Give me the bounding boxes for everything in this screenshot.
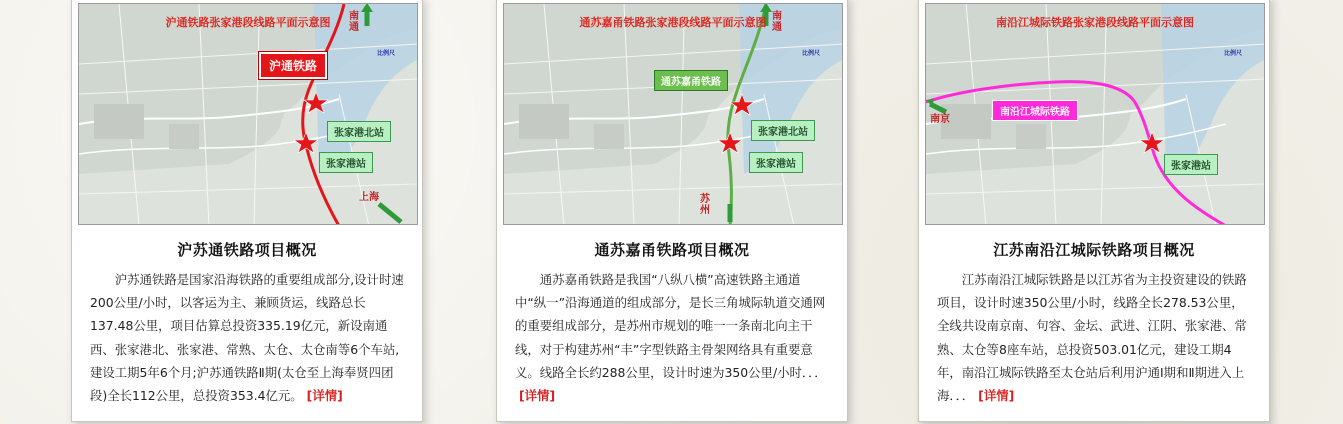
project-card-nanyanjiang (918, 0, 1270, 422)
station-label-zhangjiagang: 张家港站 (319, 152, 373, 173)
place-label-nanjing: 南京 (930, 114, 950, 125)
route-map[interactable] (925, 3, 1265, 225)
project-title: 沪苏通铁路项目概况 (177, 241, 317, 259)
place-label-suzhou: 苏州 (700, 194, 710, 216)
place-label-nantong: 南通 (772, 11, 782, 33)
description-text: 通苏嘉甬铁路是我国“八纵八横”高速铁路主通道中“纵一”沿海通道的组成部分，是长三角城际轨道交通网的重要组成部分，是苏州市规划的唯一一条南北向主干线，对于构建苏州“丰”字型铁路主骨架网络具有重要意义。线路全长约288公里，设计时速为350公里/小时．．． (515, 272, 827, 380)
description-text: 沪苏通铁路是国家沿海铁路的重要组成部分,设计时速200公里/小时，以客运为主、兼顾货运，线路总长137.48公里，项目估算总投资335.19亿元，新设南通西、张家港北、张家港、常熟、太仓、太仓南等6个车站,建设工期5年6个月;沪苏通铁路Ⅱ期(太仓至上海奉贤四团段)全长112公里，总投资353.4亿元。 (90, 272, 404, 404)
scale-label: 比例尺 (377, 50, 396, 57)
route-map[interactable] (78, 3, 418, 225)
route-map[interactable] (503, 3, 843, 225)
railway-line-label: 沪通铁路 (259, 52, 327, 79)
project-card-hutong (71, 0, 423, 422)
project-title: 江苏南沿江城际铁路项目概况 (993, 241, 1195, 259)
station-label-zhangjiagang: 张家港站 (1164, 154, 1218, 175)
place-label-shanghai: 上海 (359, 192, 379, 203)
project-description (90, 268, 404, 407)
description-text: 江苏南沿江城际铁路是以江苏省为主投资建设的铁路项目，设计时速350公里/小时，线路全长278.53公里，全线共设南京南、句容、金坛、武进、江阴、张家港、常熟、太仓等8座车站，总投资503.01亿元，建设工期4年，南沿江城际铁路至太仓站后利用沪通Ⅰ期和Ⅱ期进入上海．．． (937, 272, 1247, 404)
scale-label: 比例尺 (1224, 50, 1243, 57)
place-label-nantong: 南通 (349, 11, 359, 33)
project-card-tongsujiayong (496, 0, 848, 422)
project-description (515, 268, 829, 407)
project-description (937, 268, 1251, 407)
map-title: 南沿江城际铁路张家港段线路平面示意图 (996, 16, 1194, 29)
scale-label: 比例尺 (802, 50, 821, 57)
details-link[interactable]: [详情] (519, 388, 556, 404)
station-label-zhangjiagang-north: 张家港北站 (751, 120, 815, 141)
map-background (504, 4, 843, 225)
project-title: 通苏嘉甬铁路项目概况 (594, 241, 750, 259)
map-background (926, 4, 1265, 225)
station-label-zhangjiagang: 张家港站 (749, 152, 803, 173)
station-label-zhangjiagang-north: 张家港北站 (327, 121, 391, 142)
map-title: 沪通铁路张家港段线路平面示意图 (165, 16, 331, 29)
railway-line-label: 南沿江城际铁路 (992, 100, 1078, 121)
details-link[interactable]: [详情] (978, 388, 1015, 404)
railway-line-label: 通苏嘉甬铁路 (654, 70, 728, 91)
details-link[interactable]: [详情] (306, 388, 343, 404)
map-title: 通苏嘉甬铁路张家港段线路平面示意图 (579, 16, 767, 29)
